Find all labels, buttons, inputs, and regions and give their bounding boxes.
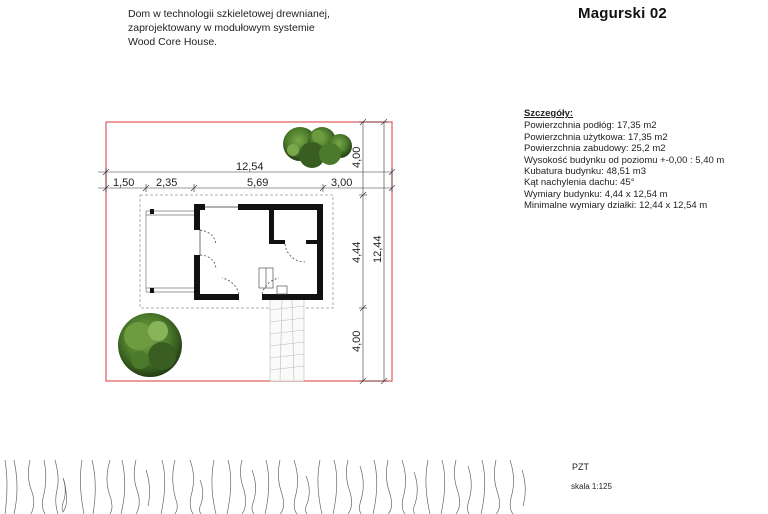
terrace (146, 211, 195, 292)
details-item: Minimalne wymiary działki: 12,44 x 12,54 m (524, 200, 708, 212)
dim-bottom-setback: 4,00 (351, 330, 363, 352)
post (150, 288, 154, 293)
details-heading: Szczegóły: (524, 108, 574, 119)
dim-seg3: 5,69 (247, 177, 269, 189)
tree-bottom-left (118, 313, 182, 377)
details-item: Kubatura budynku: 48,51 m3 (524, 166, 647, 178)
dim-seg2: 2,35 (156, 177, 178, 189)
dim-seg1: 1,50 (113, 177, 135, 189)
details-item: Powierzchnia użytkowa: 17,35 m2 (524, 131, 668, 143)
roof-outline (140, 195, 333, 308)
details-item: Wymiary budynku: 4,44 x 12,54 m (524, 188, 668, 200)
details-item: Powierzchnia podłóg: 17,35 m2 (524, 120, 657, 132)
dim-seg4: 3,00 (331, 177, 353, 189)
dim-overall-width: 12,54 (236, 161, 264, 173)
project-title: Magurski 02 (578, 5, 667, 22)
intro-line: Dom w technologii szkieletowej drewnianej, (128, 8, 330, 20)
drawing-type: PZT (572, 462, 589, 472)
details-item: Wysokość budynku od poziomu +-0,00 : 5,40 m (524, 154, 725, 166)
wood-grain-pattern (5, 460, 525, 514)
drawing-scale: skala 1:125 (571, 482, 612, 491)
details-item: Powierzchnia zabudowy: 25,2 m2 (524, 143, 666, 155)
intro-line: zaprojektowany w modułowym systemie (128, 22, 315, 34)
dim-building-depth: 4,44 (351, 241, 363, 263)
post (150, 209, 154, 214)
walls (194, 204, 323, 300)
garden-path (270, 299, 304, 381)
intro-line: Wood Core House. (128, 36, 218, 48)
details-item: Kąt nachylenia dachu: 45° (524, 177, 635, 189)
tree-top-right (283, 127, 352, 168)
dim-top-setback: 4,00 (351, 146, 363, 168)
door-swings (200, 207, 305, 294)
dim-overall-depth: 12,44 (372, 235, 384, 263)
